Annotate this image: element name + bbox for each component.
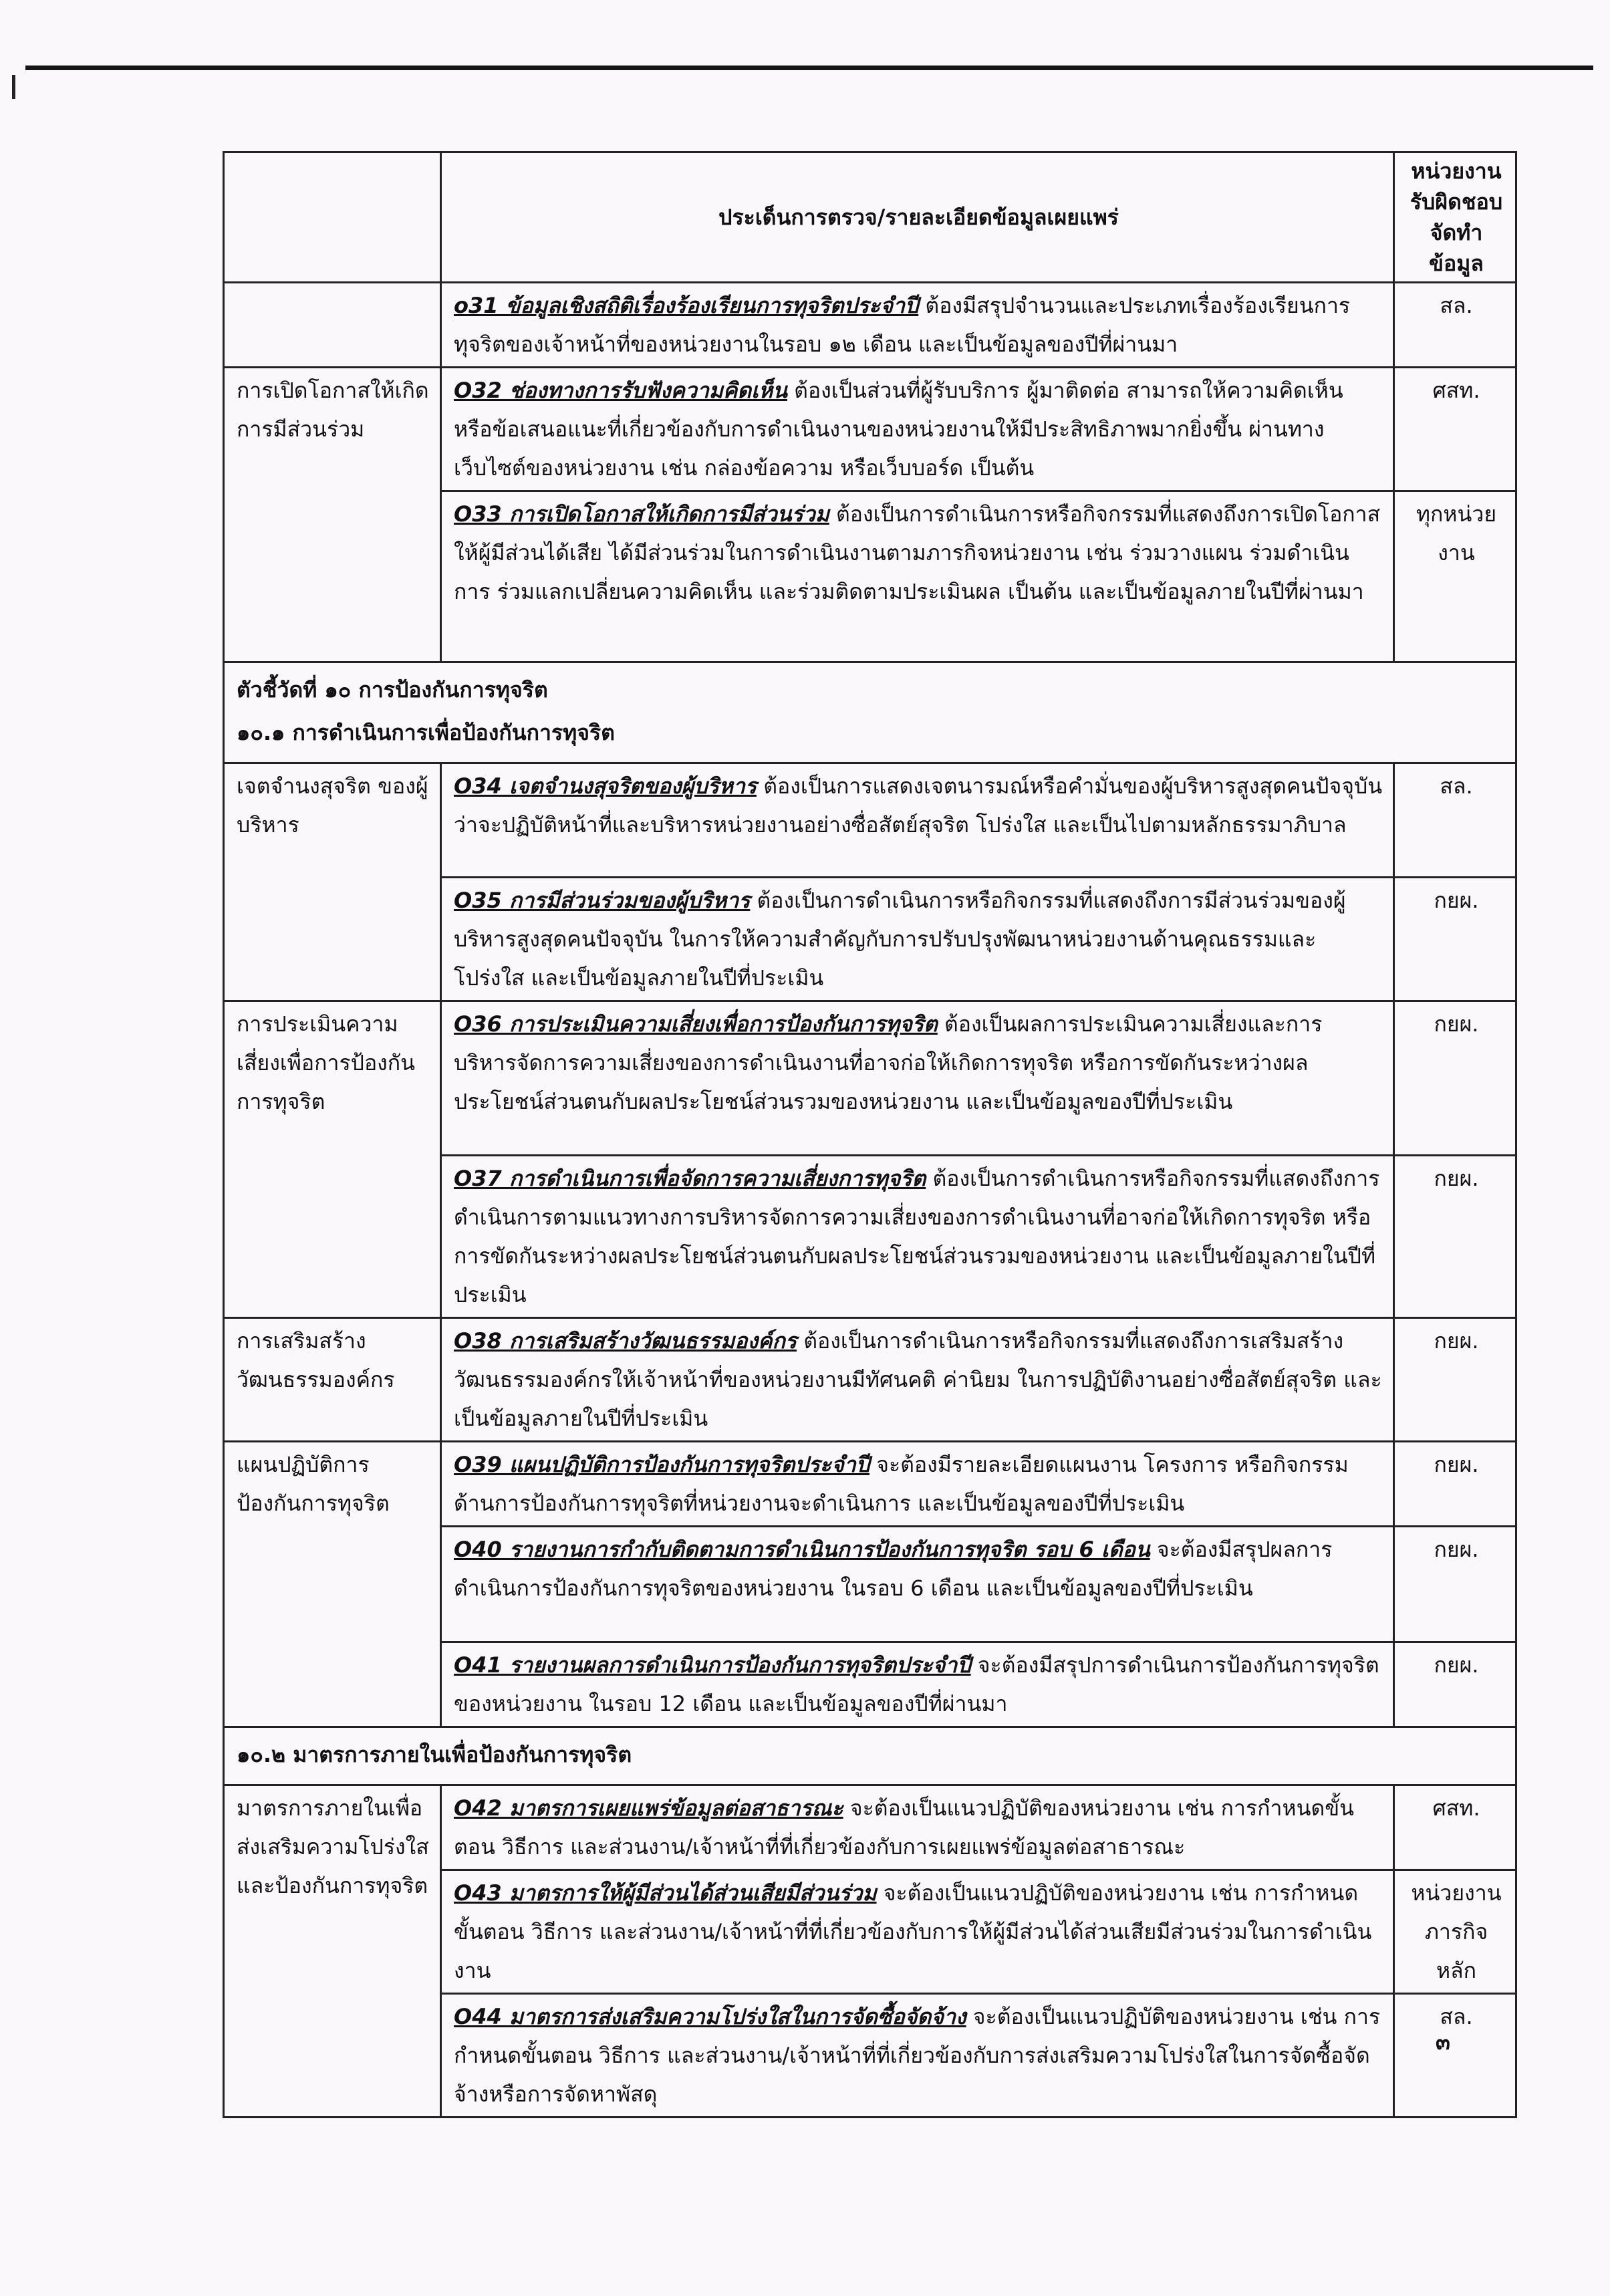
item-text: ต้องเป็นการดำเนินการหรือกิจกรรมที่แสดงถึงการเปิดโอกาสให้ผู้มีส่วนได้เสีย ได้มีส่วนร่วมในการดำเนินงานตามภารกิจหน่วยงาน เช่น ร่วมวางแผน ร่วมดำเนินการ ร่วมแลกเปลี่ยนความคิดเห็น และร่วมติดตามประเมินผล เป็นต้น และเป็นข้อมูลภายในปีที่ผ่านมา xyxy=(454,501,1381,604)
detail-cell xyxy=(441,1870,1394,1994)
item-title: O44 มาตรการส่งเสริมความโปร่งใสในการจัดซื้อจัดจ้าง xyxy=(454,2004,966,2029)
item-title: O39 แผนปฏิบัติการป้องกันการทุจริตประจำปี xyxy=(454,1452,870,1477)
item-title: O41 รายงานผลการดำเนินการป้องกันการทุจริตประจำปี xyxy=(454,1652,971,1678)
item-text: ต้องเป็นผลการประเมินความเสี่ยงและการบริหารจัดการความเสี่ยงของการดำเนินงานที่อาจก่อให้เกิดการทุจริต หรือการขัดกันระหว่างผลประโยชน์ส่วนตนกับผลประโยชน์ส่วนรวมของหน่วยงาน และเป็นข้อมูลของปีที่ประเมิน xyxy=(454,1011,1323,1114)
unit-cell: สล. xyxy=(1394,763,1516,878)
item-text: ต้องมีสรุปจำนวนและประเภทเรื่องร้องเรียนการทุจริตของเจ้าหน้าที่ของหน่วยงานในรอบ ๑๒ เดือน และเป็นข้อมูลของปีที่ผ่านมา xyxy=(454,293,1351,357)
section-heading: ๑๐.๑ การดำเนินการเพื่อป้องกันการทุจริต xyxy=(237,720,615,745)
detail-cell xyxy=(441,763,1394,878)
unit-cell: กยผ. xyxy=(1394,1156,1516,1318)
section-heading-cell xyxy=(224,1727,1516,1785)
corner-mark xyxy=(12,75,15,99)
section-row-10-2 xyxy=(224,1727,1516,1785)
item-title: O36 การประเมินความเสี่ยงเพื่อการป้องกันการทุจริต xyxy=(454,1011,938,1037)
topic-cell: มาตรการภายในเพื่อส่งเสริมความโปร่งใสและป้องกันการทุจริต xyxy=(224,1785,441,2118)
unit-cell: ศสท. xyxy=(1394,368,1516,491)
unit-cell: กยผ. xyxy=(1394,878,1516,1001)
detail-cell xyxy=(441,1785,1394,1870)
section-heading: ๑๐.๒ มาตรการภายในเพื่อป้องกันการทุจริต xyxy=(237,1742,632,1767)
item-text: ต้องเป็นการดำเนินการหรือกิจกรรมที่แสดงถึงการมีส่วนร่วมของผู้บริหารสูงสุดคนปัจจุบัน ในการให้ความสำคัญกับการปรับปรุงพัฒนาหน่วยงานด้านคุณธรรมและโปร่งใส และเป็นข้อมูลภายในปีที่ประเมิน xyxy=(454,888,1346,991)
section-row-indicator10 xyxy=(224,662,1516,763)
unit-cell: ทุกหน่วยงาน xyxy=(1394,491,1516,662)
header-topic-cell xyxy=(224,152,441,283)
item-text: ต้องเป็นการแสดงเจตนารมณ์หรือคำมั่นของผู้บริหารสูงสุดคนปัจจุบัน ว่าจะปฏิบัติหน้าที่และบริหารหน่วยงานอย่างซื่อสัตย์สุจริต โปร่งใส และเป็นไปตามหลักธรรมาภิบาล xyxy=(454,773,1383,838)
topic-cell: เจตจำนงสุจริต ของผู้บริหาร xyxy=(224,763,441,1001)
table-row-o34 xyxy=(224,763,1516,878)
topic-cell xyxy=(224,283,441,368)
item-title: O37 การดำเนินการเพื่อจัดการความเสี่ยงการทุจริต xyxy=(454,1166,926,1191)
unit-cell: กยผ. xyxy=(1394,1001,1516,1156)
item-title: O35 การมีส่วนร่วมของผู้บริหาร xyxy=(454,888,751,913)
item-text: จะต้องมีสรุปการดำเนินการป้องกันการทุจริตของหน่วยงาน ในรอบ 12 เดือน และเป็นข้อมูลของปีที่ผ่านมา xyxy=(454,1652,1379,1716)
disclosure-table xyxy=(223,151,1517,2118)
item-text: จะต้องเป็นแนวปฏิบัติของหน่วยงาน เช่น การกำหนดขั้นตอน วิธีการ และส่วนงาน/เจ้าหน้าที่ที่เกี่ยวข้องกับการส่งเสริมความโปร่งใสในการจัดซื้อจัดจ้างหรือการจัดหาพัสดุ xyxy=(454,2004,1381,2107)
item-title: O33 การเปิดโอกาสให้เกิดการมีส่วนร่วม xyxy=(454,501,829,527)
detail-cell xyxy=(441,1001,1394,1156)
item-title: O38 การเสริมสร้างวัฒนธรรมองค์กร xyxy=(454,1328,797,1354)
header-detail-cell: ประเด็นการตรวจ/รายละเอียดข้อมูลเผยแพร่ xyxy=(441,152,1394,283)
table-header-row xyxy=(224,152,1516,283)
unit-cell: สล. xyxy=(1394,283,1516,368)
item-title: o31 ข้อมูลเชิงสถิติเรื่องร้องเรียนการทุจริตประจำปี xyxy=(454,293,919,318)
detail-cell xyxy=(441,878,1394,1001)
detail-cell xyxy=(441,368,1394,491)
topic-cell: การประเมินความเสี่ยงเพื่อการป้องกันการทุจริต xyxy=(224,1001,441,1318)
detail-cell xyxy=(441,1442,1394,1527)
table-row-o36 xyxy=(224,1001,1516,1156)
detail-cell xyxy=(441,1318,1394,1442)
header-unit-cell: หน่วยงานรับผิดชอบจัดทำข้อมูล xyxy=(1394,152,1516,283)
table-row-o32 xyxy=(224,368,1516,491)
unit-cell: กยผ. xyxy=(1394,1642,1516,1727)
topic-cell: การเปิดโอกาสให้เกิดการมีส่วนร่วม xyxy=(224,368,441,662)
detail-cell xyxy=(441,1527,1394,1642)
item-title: O43 มาตรการให้ผู้มีส่วนได้ส่วนเสียมีส่วนร่วม xyxy=(454,1880,877,1906)
unit-cell: สล. xyxy=(1394,1994,1516,2118)
item-text: จะต้องมีรายละเอียดแผนงาน โครงการ หรือกิจกรรมด้านการป้องกันการทุจริตที่หน่วยงานจะดำเนินการ และเป็นข้อมูลของปีที่ประเมิน xyxy=(454,1452,1349,1516)
unit-cell: กยผ. xyxy=(1394,1527,1516,1642)
detail-cell xyxy=(441,1156,1394,1318)
page-number: ๓ xyxy=(1436,2029,1450,2055)
item-title: O32 ช่องทางการรับฟังความคิดเห็น xyxy=(454,378,787,403)
indicator-heading: ตัวชี้วัดที่ ๑๐ การป้องกันการทุจริต xyxy=(237,677,548,703)
item-text: จะต้องมีสรุปผลการดำเนินการป้องกันการทุจริตของหน่วยงาน ในรอบ 6 เดือน และเป็นข้อมูลของปีที่ประเมิน xyxy=(454,1537,1333,1601)
detail-cell xyxy=(441,1642,1394,1727)
table-row-o38 xyxy=(224,1318,1516,1442)
item-title: O40 รายงานการกำกับติดตามการดำเนินการป้องกันการทุจริต รอบ 6 เดือน xyxy=(454,1537,1150,1562)
table-row-o31 xyxy=(224,283,1516,368)
item-text: ต้องเป็นการดำเนินการหรือกิจกรรมที่แสดงถึงการดำเนินการตามแนวทางการบริหารจัดการความเสี่ยงของการดำเนินงานที่อาจก่อให้เกิดการทุจริต หรือการขัดกันระหว่างผลประโยชน์ส่วนตนกับผลประโยชน์ส่วนรวมของหน่วยงาน และเป็นข้อมูลภายในปีที่ประเมิน xyxy=(454,1166,1380,1307)
item-text: ต้องเป็นส่วนที่ผู้รับบริการ ผู้มาติดต่อ สามารถให้ความคิดเห็น หรือข้อเสนอแนะที่เกี่ยวข้องกับการดำเนินงานของหน่วยงานให้มีประสิทธิภาพมากยิ่งขึ้น ผ่านทางเว็บไซต์ของหน่วยงาน เช่น กล่องข้อความ หรือเว็บบอร์ด เป็นต้น xyxy=(454,378,1343,481)
item-text: จะต้องเป็นแนวปฏิบัติของหน่วยงาน เช่น การกำหนดขั้นตอน วิธีการ และส่วนงาน/เจ้าหน้าที่ที่เกี่ยวข้องกับการให้ผู้มีส่วนได้ส่วนเสียมีส่วนร่วมในการดำเนินงาน xyxy=(454,1880,1372,1983)
item-title: O34 เจตจำนงสุจริตของผู้บริหาร xyxy=(454,773,757,799)
detail-cell xyxy=(441,283,1394,368)
detail-cell xyxy=(441,1994,1394,2118)
top-rule-line xyxy=(25,66,1593,70)
section-heading-cell xyxy=(224,662,1516,763)
table-row-o39 xyxy=(224,1442,1516,1527)
unit-cell: กยผ. xyxy=(1394,1442,1516,1527)
detail-cell xyxy=(441,491,1394,662)
table-row-o42 xyxy=(224,1785,1516,1870)
topic-cell: แผนปฏิบัติการป้องกันการทุจริต xyxy=(224,1442,441,1727)
topic-cell: การเสริมสร้างวัฒนธรรมองค์กร xyxy=(224,1318,441,1442)
item-text: ต้องเป็นการดำเนินการหรือกิจกรรมที่แสดงถึงการเสริมสร้างวัฒนธรรมองค์กรให้เจ้าหน้าที่ของหน่วยงานมีทัศนคติ ค่านิยม ในการปฏิบัติงานอย่างซื่อสัตย์สุจริต และเป็นข้อมูลภายในปีที่ประเมิน xyxy=(454,1328,1382,1431)
unit-cell: หน่วยงานภารกิจหลัก xyxy=(1394,1870,1516,1994)
item-text: จะต้องเป็นแนวปฏิบัติของหน่วยงาน เช่น การกำหนดขั้นตอน วิธีการ และส่วนงาน/เจ้าหน้าที่ที่เกี่ยวข้องกับการเผยแพร่ข้อมูลต่อสาธารณะ xyxy=(454,1795,1354,1860)
unit-cell: ศสท. xyxy=(1394,1785,1516,1870)
item-title: O42 มาตรการเผยแพร่ข้อมูลต่อสาธารณะ xyxy=(454,1795,843,1821)
unit-cell: กยผ. xyxy=(1394,1318,1516,1442)
